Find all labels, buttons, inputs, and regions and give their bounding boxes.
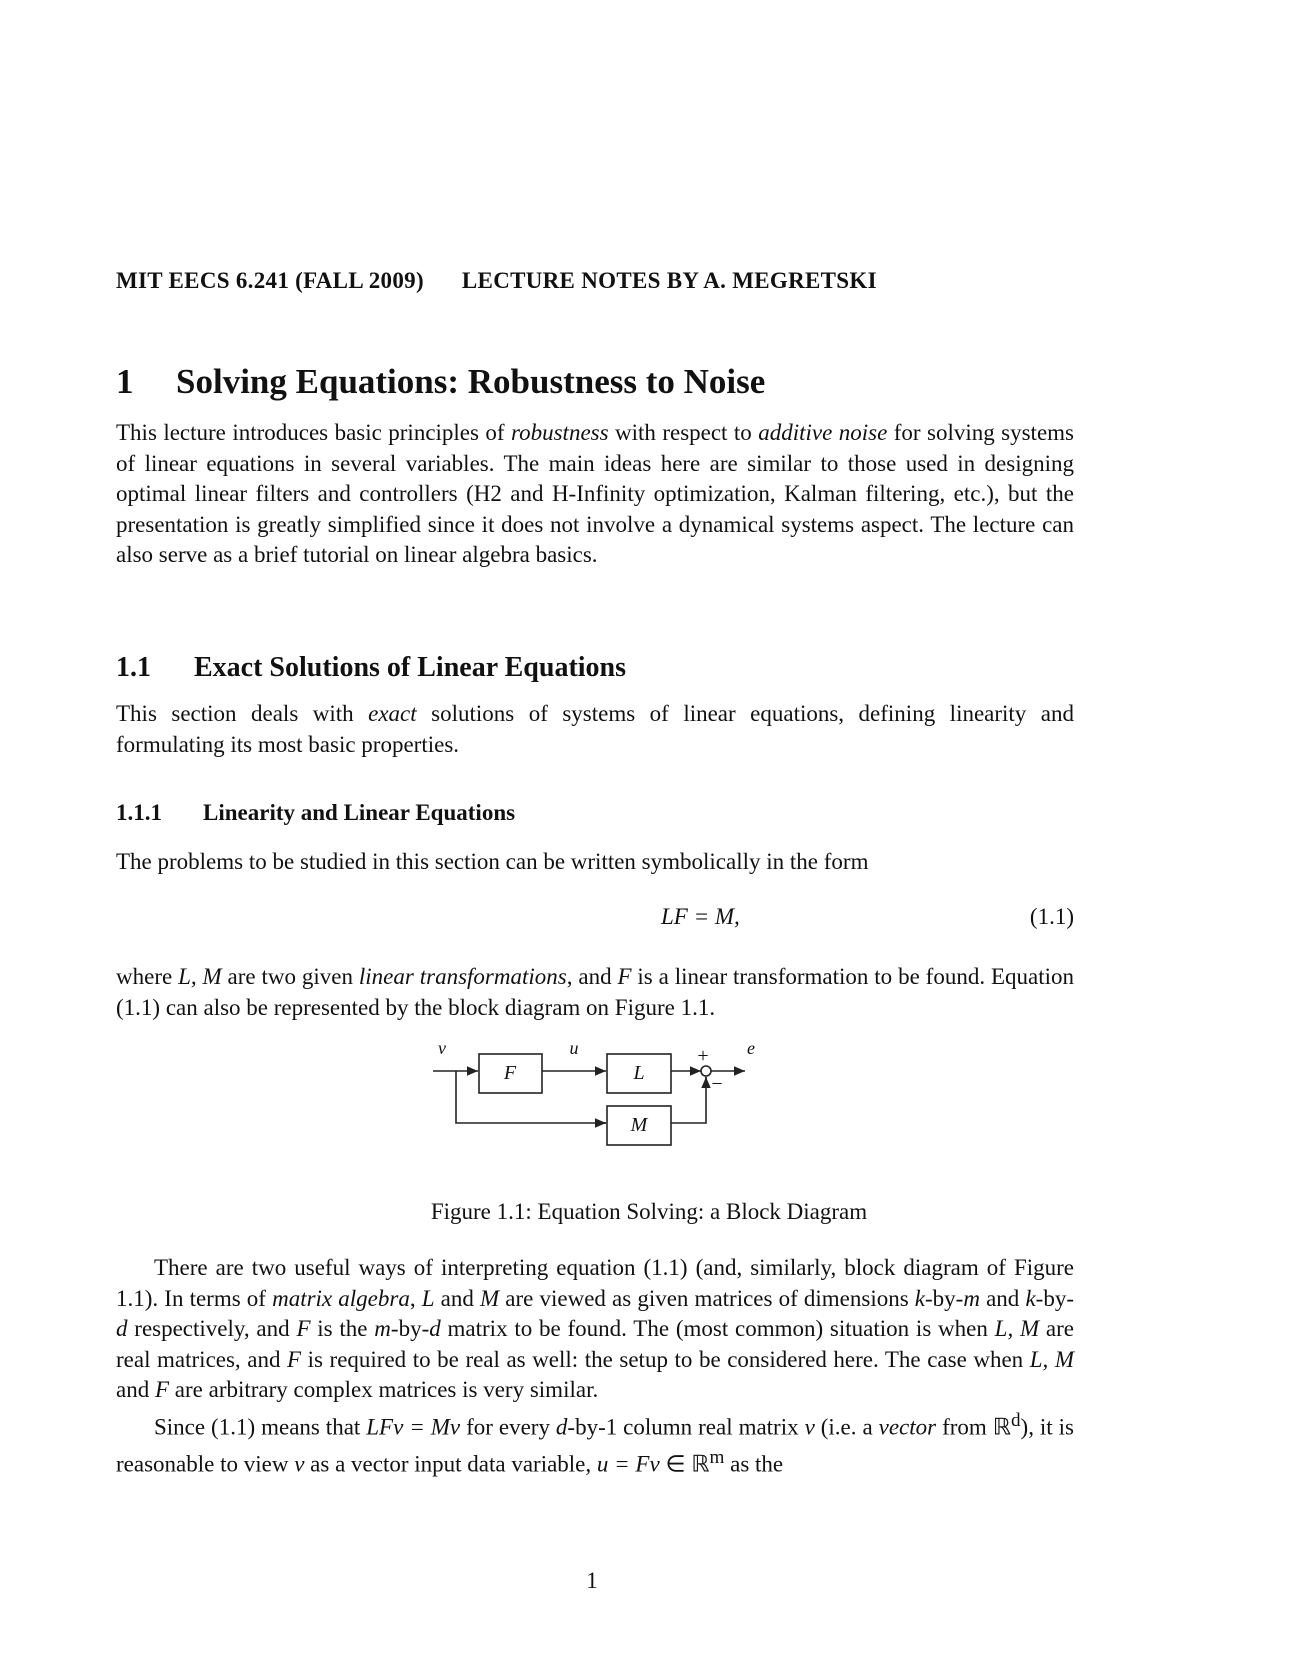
subsection-title: Exact Solutions of Linear Equations	[194, 652, 627, 683]
summing-junction	[701, 1066, 711, 1076]
input-v-label: v	[438, 1040, 446, 1058]
page-number: 1	[586, 1568, 598, 1593]
problem-intro-paragraph: The problems to be studied in this section can be written symbolically in the form	[116, 849, 869, 874]
equation-number: (1.1)	[1029, 904, 1074, 929]
block-f-label: F	[503, 1062, 517, 1084]
subsection-heading	[116, 652, 626, 684]
subsubsection-number: 1.1.1	[116, 800, 162, 825]
intro-paragraph: This lecture introduces basic principles of robustness with respect to additive noise for solving systems of linear equations in several variables. The main ideas here are similar to those used in designing optimal linear filters and controllers (H2 and H-Infinity optimization, Kalman filtering, etc.), but the presentation is greatly simplified since it does not involve a dynamical systems aspect. The lecture can also serve as a brief tutorial on linear algebra basics.	[116, 420, 1074, 567]
course-label: MIT EECS 6.241 (FALL 2009)	[116, 268, 424, 293]
equation-1-1	[116, 904, 1074, 936]
section-heading	[116, 362, 765, 402]
subsubsection-heading	[116, 800, 515, 826]
m-to-sum-line	[671, 1077, 706, 1123]
section-title: Solving Equations: Robustness to Noise	[176, 362, 766, 401]
figure-caption: Figure 1.1: Equation Solving: a Block Diagram	[430, 1199, 868, 1224]
running-header	[116, 268, 1076, 294]
equation-expression: LF = M,	[661, 904, 740, 929]
subsubsection-title: Linearity and Linear Equations	[203, 800, 516, 825]
block-diagram	[420, 1040, 780, 1160]
subsection-number: 1.1	[116, 652, 151, 683]
interpretation-paragraph: There are two useful ways of interpreting equation (1.1) (and, similarly, block diagram of Figure 1.1). In terms of matrix algebra, L and M are viewed as given matrices of dimensions k-by-m and k-by-d respectively, and F is the m-by-d matrix to be found. The (most common) situation is when L, M are real matrices, and F is required to be real as well: the setup to be considered here. The case when L, M and F are arbitrary complex matrices is very similar. Since (1.1) means that LFv = Mv for every d-by-1 column real matrix v (i.e. a vector from ℝ$^d$), it is reasonable to view v as a vector input data variable, u = Fv ∈ ℝ$^m$ as the	[116, 1255, 1074, 1477]
output-e-label: e	[747, 1040, 755, 1058]
minus-sign: −	[711, 1073, 723, 1095]
subsection-intro-paragraph: This section deals with exact solutions of systems of linear equations, defining linearity and formulating its most basic properties.	[116, 701, 1075, 757]
author-label: LECTURE NOTES BY A. MEGRETSKI	[461, 268, 877, 293]
signal-u-label: u	[569, 1040, 579, 1058]
block-l-label: L	[633, 1062, 645, 1084]
block-m-label: M	[630, 1114, 648, 1136]
plus-sign: +	[697, 1045, 709, 1067]
section-number: 1	[116, 362, 134, 401]
after-equation-paragraph: where L, M are two given linear transformations, and F is a linear transformation to be found. Equation (1.1) can also be represented by the block diagram on Figure 1.1.	[116, 964, 1074, 1020]
